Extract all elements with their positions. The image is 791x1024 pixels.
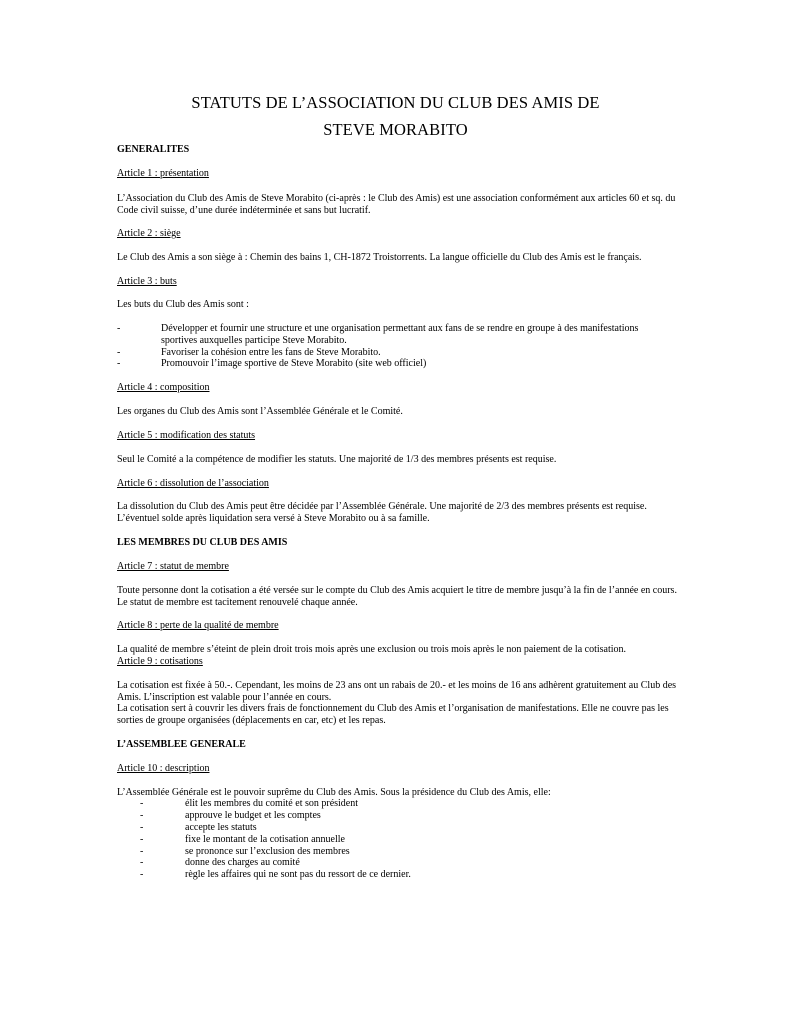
list-dash: - [140, 822, 144, 833]
article-9-text-2: La cotisation sert à couvrir les divers frais de fonctionnement du Club des Amis et l’organisation de manifestations. Elle ne couvre pas les sorties de groupe organisées (déplacements en car, etc) et les repas. [117, 703, 669, 726]
article-10-heading: Article 10 : description [117, 763, 210, 774]
article-10-intro: L’Assemblée Générale est le pouvoir suprême du Club des Amis. Sous la présidence du Club des Amis, elle: [117, 787, 551, 798]
article-3-heading: Article 3 : buts [117, 276, 177, 287]
list-dash: - [117, 323, 121, 334]
list-dash: - [117, 358, 121, 369]
list-dash: - [140, 798, 144, 809]
article-7-text: Toute personne dont la cotisation a été versée sur le compte du Club des Amis acquiert le titre de membre jusqu’à la fin de l’année en cours. Le statut de membre est tacitement renouvelé chaque année. [117, 585, 677, 608]
article-2-heading: Article 2 : siège [117, 228, 181, 239]
article-1-heading: Article 1 : présentation [117, 168, 209, 179]
article-10-item-6: donne des charges au comité [185, 857, 300, 868]
article-10-item-5: se prononce sur l’exclusion des membres [185, 846, 350, 857]
article-8-heading: Article 8 : perte de la qualité de membre [117, 620, 279, 631]
article-4-text: Les organes du Club des Amis sont l’Assemblée Générale et le Comité. [117, 406, 403, 417]
list-dash: - [140, 810, 144, 821]
article-1-text: L’Association du Club des Amis de Steve Morabito (ci-après : le Club des Amis) est une association conformément aux articles 60 et sq. du Code civil suisse, d’une durée indéterminée et sans but lucratif. [117, 193, 676, 216]
article-10-item-3: accepte les statuts [185, 822, 257, 833]
list-dash: - [117, 347, 121, 358]
section-heading-assemblee: L’ASSEMBLEE GENERALE [117, 739, 246, 750]
article-9-text-1: La cotisation est fixée à 50.-. Cependant, les moins de 23 ans ont un rabais de 20.- et les moins de 16 ans adhèrent gratuitement au Club des Amis. L’inscription est valable pour l’année en cours. [117, 680, 677, 703]
article-9-heading: Article 9 : cotisations [117, 656, 203, 667]
section-heading-generalites: GENERALITES [117, 144, 190, 155]
article-3-goal-3: Promouvoir l’image sportive de Steve Morabito (site web officiel) [161, 358, 427, 369]
article-3-goal-1: Développer et fournir une structure et une organisation permettant aux fans de se rendre en groupe à des manifestations sportives auxquelles participe Steve Morabito. [161, 323, 639, 346]
list-dash: - [140, 869, 144, 880]
document-title-line-1: STATUTS DE L’ASSOCIATION DU CLUB DES AMIS DE [191, 93, 600, 112]
list-dash: - [140, 846, 144, 857]
section-heading-membres: LES MEMBRES DU CLUB DES AMIS [117, 537, 288, 548]
article-10-item-4: fixe le montant de la cotisation annuelle [185, 834, 345, 845]
article-3-intro: Les buts du Club des Amis sont : [117, 299, 249, 310]
article-6-text: La dissolution du Club des Amis peut être décidée par l’Assemblée Générale. Une majorité de 2/3 des membres présents est requise. L’éventuel solde après liquidation sera versé à Steve Morabito ou à sa famille. [117, 501, 647, 524]
article-2-text: Le Club des Amis a son siège à : Chemin des bains 1, CH-1872 Troistorrents. La langue officielle du Club des Amis est le français. [117, 252, 642, 263]
article-10-item-7: règle les affaires qui ne sont pas du ressort de ce dernier. [185, 869, 411, 880]
article-5-heading: Article 5 : modification des statuts [117, 430, 256, 441]
article-5-text: Seul le Comité a la compétence de modifier les statuts. Une majorité de 1/3 des membres présents est requise. [117, 454, 557, 465]
article-3-goal-2: Favoriser la cohésion entre les fans de Steve Morabito. [161, 347, 381, 358]
article-10-item-2: approuve le budget et les comptes [185, 810, 321, 821]
article-4-heading: Article 4 : composition [117, 382, 210, 393]
article-10-item-1: élit les membres du comité et son président [185, 798, 359, 809]
list-dash: - [140, 857, 144, 868]
document-title-line-2: STEVE MORABITO [323, 120, 468, 139]
list-dash: - [140, 834, 144, 845]
article-6-heading: Article 6 : dissolution de l’association [117, 478, 269, 489]
article-8-text: La qualité de membre s’éteint de plein droit trois mois après une exclusion ou trois mois après le non paiement de la cotisation. [117, 644, 627, 655]
article-7-heading: Article 7 : statut de membre [117, 561, 229, 572]
